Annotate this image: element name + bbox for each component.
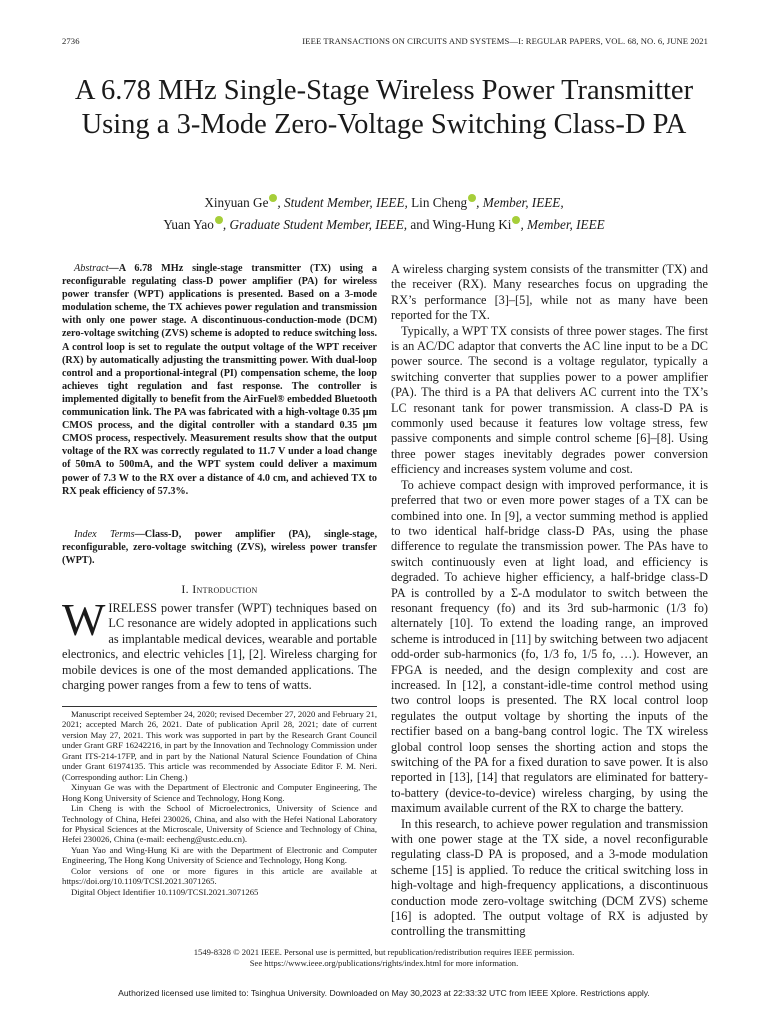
author-role: , Student Member, IEEE,	[277, 195, 412, 210]
author-list	[60, 192, 708, 236]
footnote: Xinyuan Ge was with the Department of Electronic and Computer Engineering, The Hong Kong University of Science and Technology, Hong Kong.	[62, 782, 377, 803]
paragraph: A wireless charging system consists of the transmitter (TX) and the receiver (RX). Many researches focus on upgrading the RX’s performance [3]–[5], while not as many have been reported for the TX.	[391, 262, 708, 323]
paragraph: To achieve compact design with improved performance, it is preferred that two or even more power stages of a TX can be combined into one. In [9], a vector summing method is applied to two identical half-bridge class-D PAs, using the phase difference to regulate the transmission power. The PAs have to switch continuously even at light load, and efficiency is degraded. To achieve higher efficiency, a half-bridge class-D PA is controlled by a Σ-Δ modulator to switch between the resonant frequency (fo) and its 3rd sub-harmonic (1/3 fo) alternately [10]. To extend the loading range, an improved scheme is introduced in [11] by switching between two adjacent odd-order sub-harmonics (fo, 1/3 fo, 1/5 fo, …). However, an FPGA is needed, and the design complexity and cost are increased. In [12], a constant-idle-time control method using two control loops is presented. The RX local control loop regulates the output voltage by shorting the inputs of the rectifier based on a bang-bang control logic. The TX wireless global control loop senses the shorting action and stops the switching of the PA for a fixed duration to save power. It is also reported in [13], [14] that regulators are eliminated for battery-to-battery (device-to-device) wireless charging, by using the maximum available current of the RX to charge the battery.	[391, 477, 708, 816]
right-column-text	[391, 262, 708, 940]
orcid-icon[interactable]	[468, 194, 476, 202]
paragraph: In this research, to achieve power regulation and transmission with one power stage at the TX side, a novel reconfigurable regulating class-D PA is proposed, and a 3-mode modulation scheme [15] is applied. To reduce the critical switching loss in high-voltage and high-frequency applications, a discontinuous conduction mode zero-voltage switching (DCM ZVS) scheme [16] is adopted. The output voltage of RX is adjusted by controlling the transmitting	[391, 816, 708, 939]
author-name: Xinyuan Ge	[204, 195, 269, 210]
drop-cap: W	[62, 594, 106, 645]
footnote: Yuan Yao and Wing-Hung Ki are with the Department of Electronic and Computer Engineering, The Hong Kong University of Science and Technology, Hong Kong.	[62, 844, 377, 866]
section-heading: I. Introduction	[181, 582, 258, 596]
index-terms-label: Index Terms	[74, 529, 135, 540]
author-name: Yuan Yao	[163, 217, 214, 232]
author-name: and Wing-Hung Ki	[410, 217, 512, 232]
abstract-text: —A 6.78 MHz single-stage transmitter (TX) using a reconfigurable regulating class-D power amplifier (PA) for wireless power transfer (WPT) applications is presented. Based on a 3-mode modulation scheme, the TX achieves power regulation and transmission with only one power stage. A discontinuous-conduction-mode (DCM) zero-voltage switching (ZVS) scheme is adopted to reduce switching loss. A control loop is set to regulate the output voltage of the WPT receiver (RX) by automatically adjusting the transmitting power. With dual-loop control and a proportional-integral (PI) compensation scheme, the loop achieves tight regulation and fast response. The controller is implemented digitally to benefit from the AirFuel® embedded Bluetooth communication link. The PA was fabricated with a high-voltage 0.35 μm CMOS process, and the digital controller with a standard 0.35 μm CMOS process, respectively. Measurement results show that the output voltage of the RX was correctly regulated to 11.7 V under a load change of 50mA to 500mA, and the WPT system could deliver a maximum power of 7.3 W to the RX over a distance of 4.0 cm, and achieved TX to RX peak efficiency of 57.3%.	[62, 263, 377, 497]
author-role: , Graduate Student Member, IEEE,	[222, 217, 411, 232]
footnote-divider	[62, 706, 377, 707]
footnote: Manuscript received September 24, 2020; revised December 27, 2020 and February 21, 2021; accepted March 26, 2021. Date of publication April 28, 2021; date of current version May 27, 2021. This work was supported in part by the Research Grant Council under Grant GRF 16242216, in part by the Innovation and Technology Commission under Grant ITS-214-17FP, and in part by the National Natural Science Foundation of China under Grant 61974135. This article was recommended by Associate Editor F. M. Neri. (Corresponding author: Lin Cheng.)	[62, 709, 377, 782]
author-name: Lin Cheng	[411, 195, 468, 210]
authorized-use-notice: Authorized licensed use limited to: Tsinghua University. Downloaded on May 30,2023 at 22:33:32 UTC from IEEE Xplore. Restrictions apply.	[118, 988, 650, 998]
orcid-icon[interactable]	[215, 216, 223, 224]
paragraph: Typically, a WPT TX consists of three power stages. The first is an AC/DC adaptor that converts the AC line input to be a DC power source. The second is a voltage regulator, typically a switching converter that supplies power to a power amplifier (PA). The third is a PA that delivers AC current into the TX’s LC resonant tank for power transmission. A class-D PA is commonly used because it features low voltage stress, few passive components and simple control scheme [6]–[8]. Using three power stages inevitably degrades power conversion efficiency and increases system volume and cost.	[391, 323, 708, 477]
footnotes	[62, 709, 377, 897]
page-number: 2736	[62, 36, 80, 46]
author-role: , Member, IEEE,	[476, 195, 564, 210]
journal-header: IEEE TRANSACTIONS ON CIRCUITS AND SYSTEMS—I: REGULAR PAPERS, VOL. 68, NO. 6, JUNE 2021	[302, 36, 708, 46]
abstract-label: Abstract	[74, 263, 109, 274]
abstract	[62, 262, 377, 498]
paper-title: A 6.78 MHz Single-Stage Wireless Power Transmitter Using a 3-Mode Zero-Voltage Switching Class-D PA	[74, 75, 694, 140]
index-terms-text: —Class-D, power amplifier (PA), single-stage, reconfigurable, zero-voltage switching (ZVS), wireless power transfer (WPT).	[62, 529, 377, 567]
author-role: , Member, IEEE	[520, 217, 605, 232]
copyright-notice: 1549-8328 © 2021 IEEE. Personal use is permitted, but republication/redistribution requires IEEE permission. See https://www.ieee.org/publications/rights/index.html for more information.	[193, 947, 575, 968]
introduction-text: WIRELESS power transfer (WPT) techniques based on LC resonance are widely adopted in applications such as implantable medical devices, wearable and portable electronics, and electric vehicles [1], [2]. Wireless charging for mobile devices is one of the most demanded applications. The charging power ranges from a few to tens of watts.	[62, 594, 377, 693]
footnote: Digital Object Identifier 10.1109/TCSI.2021.3071265	[71, 886, 259, 897]
index-terms	[62, 528, 377, 567]
footnote: Lin Cheng is with the School of Microelectronics, University of Science and Technology of China, Hefei 230026, China, and also with the Hefei National Laboratory for Physical Sciences at the Microscale, University of Science and Technology of China, Hefei 230026, China (e-mail: eecheng@ustc.edu.cn).	[62, 803, 377, 845]
footnote: Color versions of one or more figures in this article are available at https://doi.org/10.1109/TCSI.2021.3071265.	[62, 865, 377, 887]
